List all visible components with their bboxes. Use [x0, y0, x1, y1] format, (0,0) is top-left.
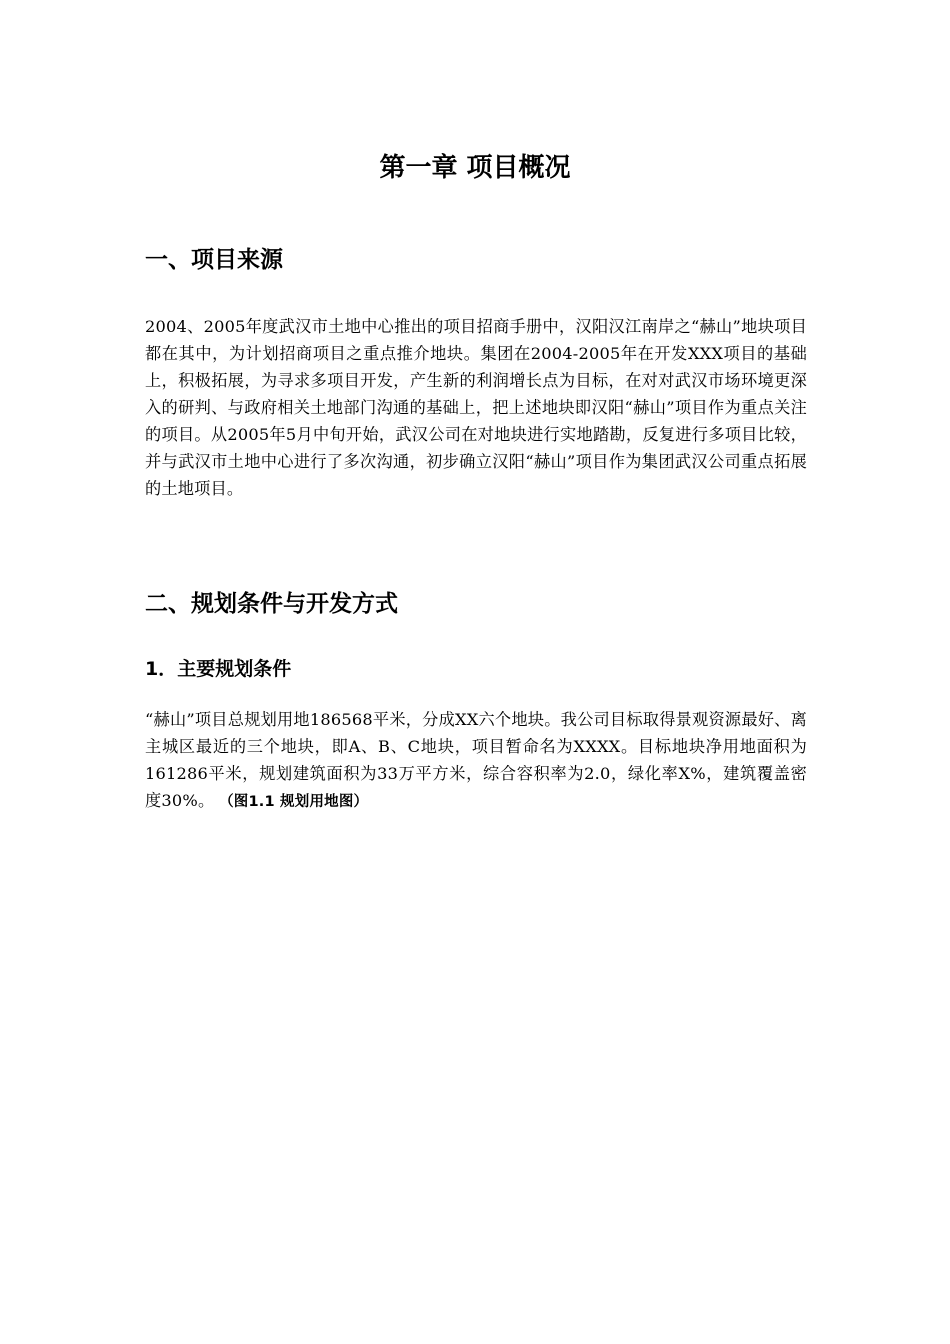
sub-heading-main-planning-conditions: 1．主要规划条件 [145, 658, 292, 680]
chapter-title: 第一章 项目概况 [379, 153, 571, 183]
section-heading-planning-conditions: 二、规划条件与开发方式 [145, 591, 398, 617]
figure-reference: （图1.1 规划用地图） [226, 794, 369, 810]
section-heading-project-source: 一、项目来源 [145, 247, 283, 273]
planning-conditions-text: “赫山”项目总规划用地186568平米，分成XX六个地块。我公司目标取得景观资源最好、离主城区最近的三个地块，即A、B、C地块，项目暂命名为XXXX。目标地块净用地面积为161286平米，规划建筑面积为33万平方米，综合容积率为2.0，绿化率X%，建筑覆盖密度30%。 [145, 710, 807, 810]
project-source-paragraph: 2004、2005年度武汉市土地中心推出的项目招商手册中，汉阳汉江南岸之“赫山”地块项目都在其中，为计划招商项目之重点推介地块。集团在2004-2005年在开发XXX项目的基础上，积极拓展，为寻求多项目开发，产生新的利润增长点为目标，在对对武汉市场环境更深入的研判、与政府相关土地部门沟通的基础上，把上述地块即汉阳“赫山”项目作为重点关注的项目。从2005年5月中旬开始，武汉公司在对地块进行实地踏勘，反复进行多项目比较，并与武汉市土地中心进行了多次沟通，初步确立汉阳“赫山”项目作为集团武汉公司重点拓展的土地项目。 [145, 317, 807, 498]
planning-conditions-paragraph [145, 706, 807, 816]
